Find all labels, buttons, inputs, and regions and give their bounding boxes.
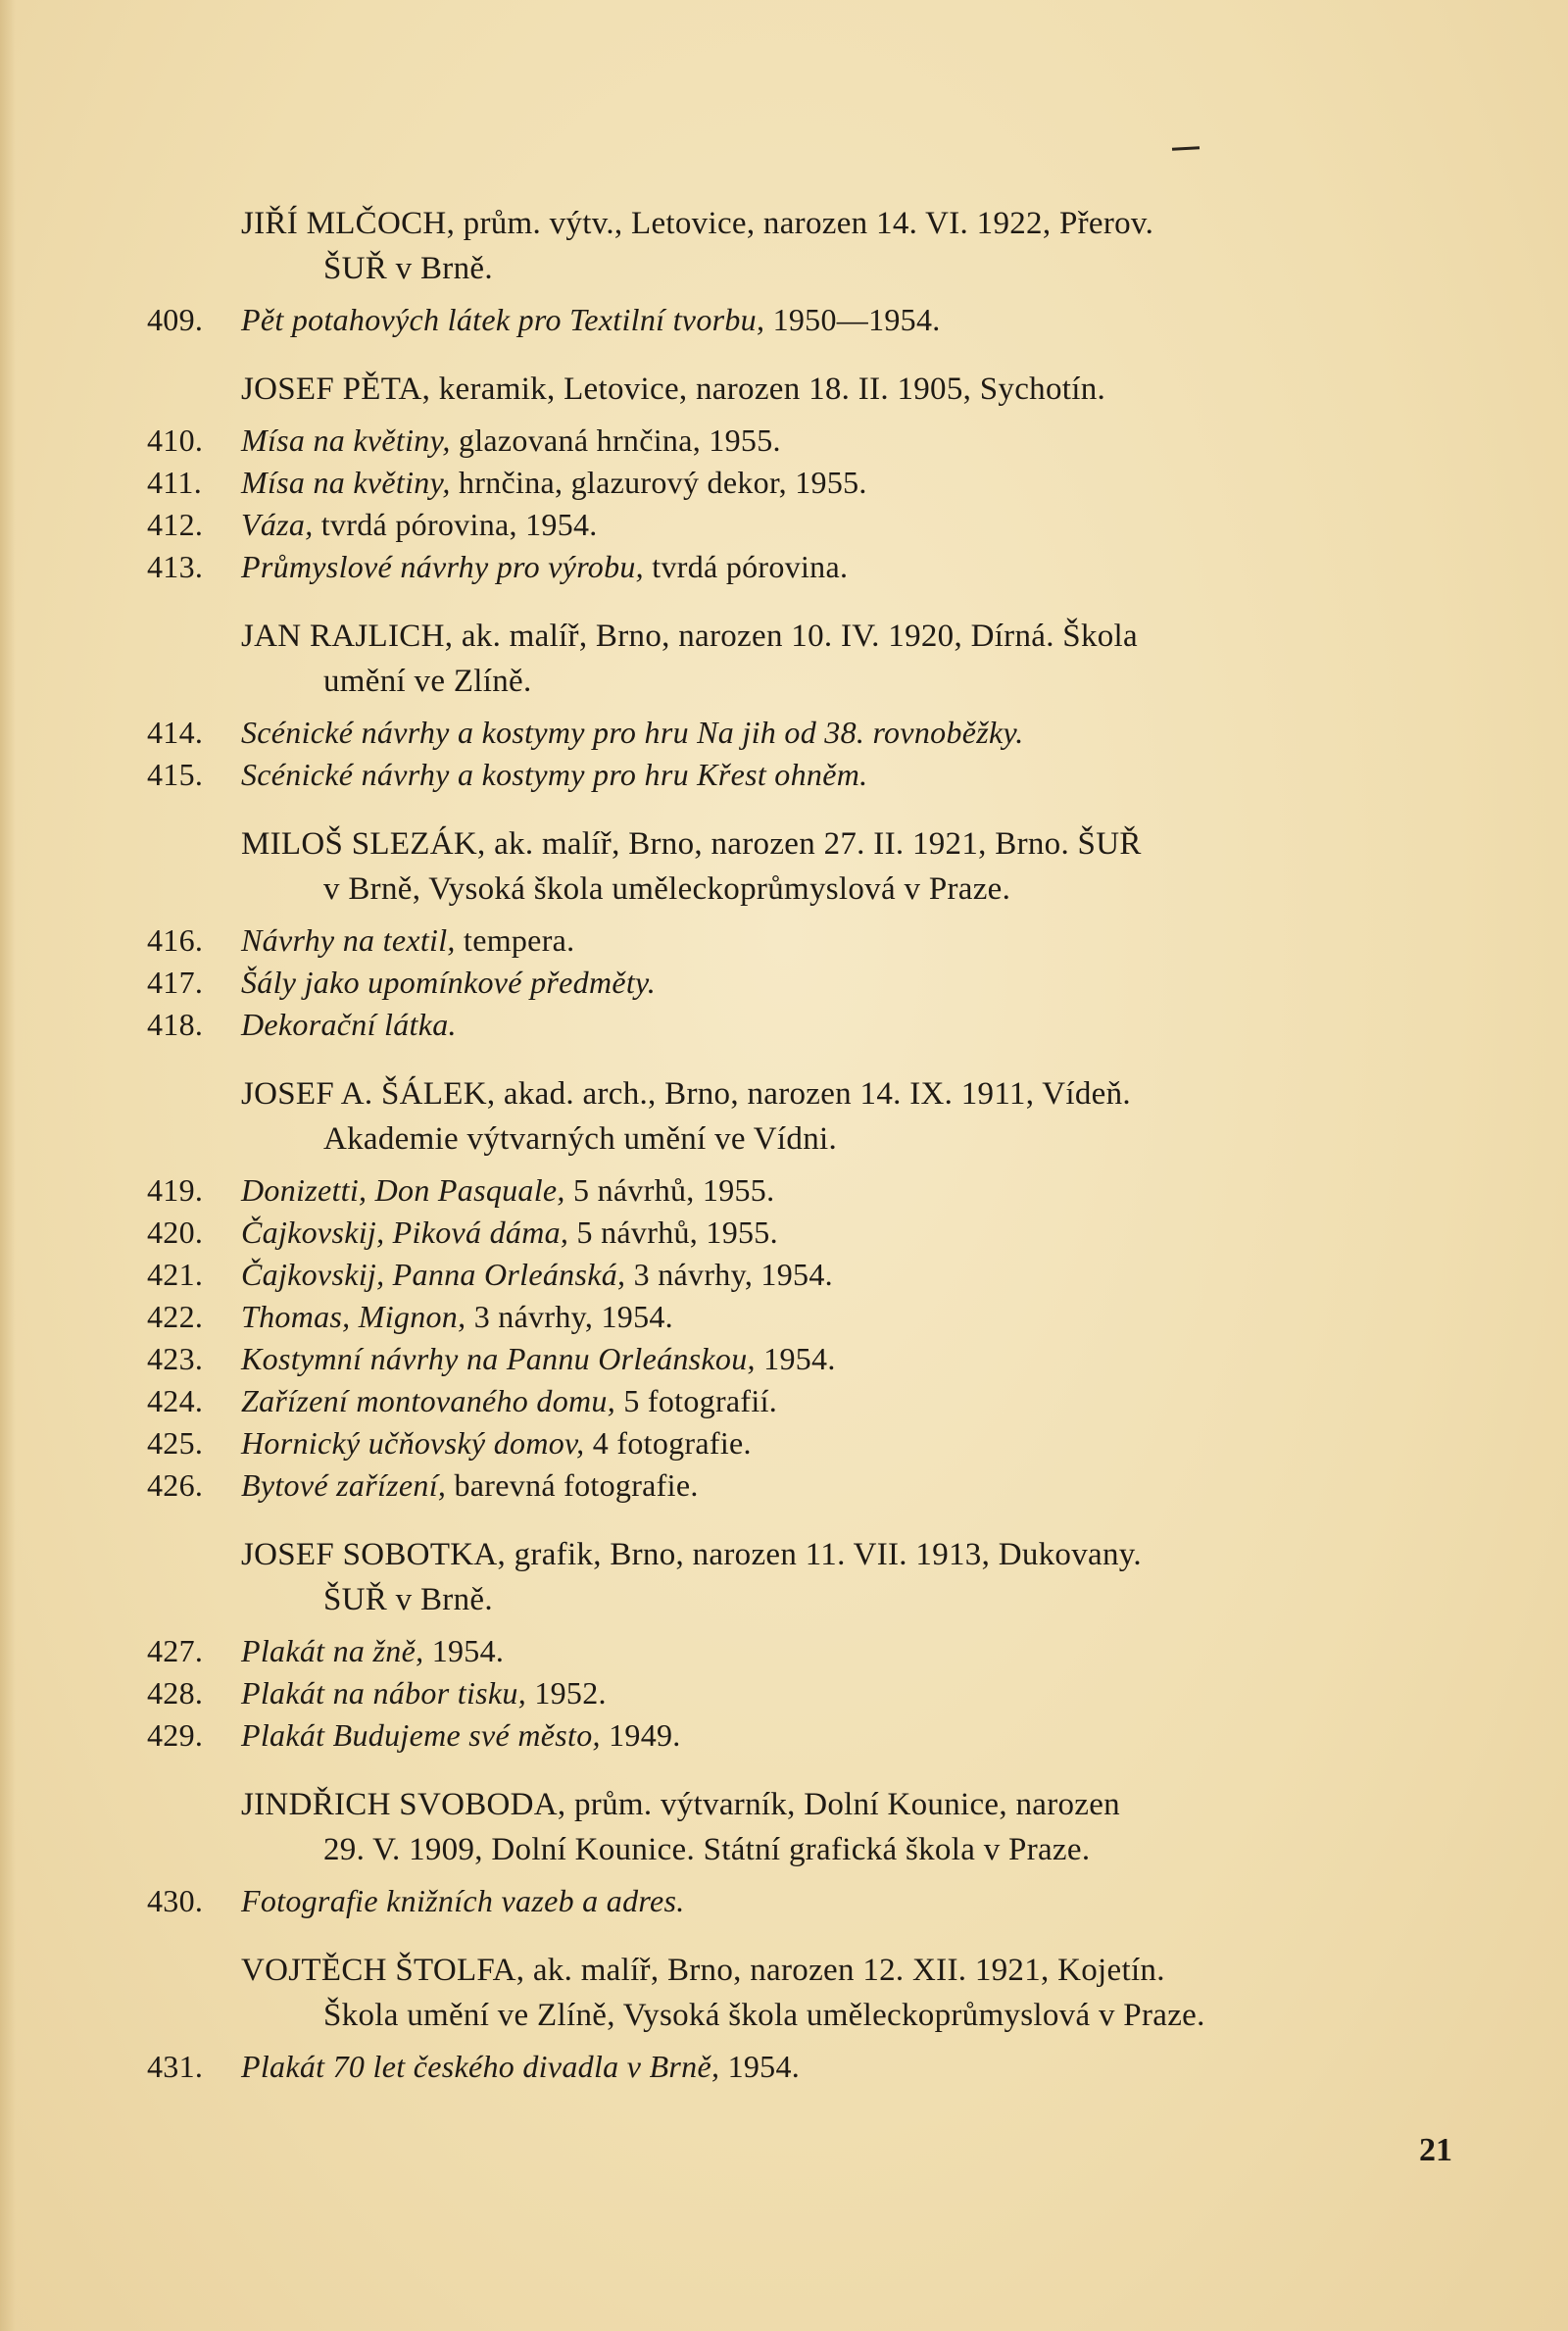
item-number: 425.: [147, 1425, 204, 1461]
catalog-item: [147, 462, 1460, 504]
item-details: 4 fotografie.: [584, 1425, 752, 1461]
item-title: Plakát na nábor tisku,: [241, 1675, 527, 1711]
item-text: [241, 420, 781, 462]
item-details: 1954.: [423, 1633, 505, 1668]
artist-heading-continuation: ŠUŘ v Brně.: [323, 251, 493, 286]
item-number: 427.: [147, 1633, 204, 1668]
catalog-item: [147, 1380, 1460, 1422]
artist-entry: [147, 1071, 1460, 1162]
artist-entry: [147, 1782, 1460, 1872]
item-number: 414.: [147, 715, 204, 750]
item-number: 409.: [147, 302, 204, 337]
item-number: 431.: [147, 2049, 204, 2084]
item-details: tvrdá pórovina, 1954.: [313, 507, 598, 542]
item-title: Hornický učňovský domov,: [241, 1425, 585, 1461]
artist-heading: VOJTĚCH ŠTOLFA, ak. malíř, Brno, narozen 12. XII. 1921, Kojetín.: [241, 1953, 1165, 1988]
item-number: 424.: [147, 1383, 204, 1418]
catalog-item: [147, 1296, 1460, 1338]
item-title: Kostymní návrhy na Pannu Orleánskou,: [241, 1341, 756, 1376]
artist-entry: [147, 1948, 1460, 2038]
item-text: [241, 1212, 778, 1254]
item-number: 417.: [147, 965, 204, 1000]
item-title: Pět potahových látek pro Textilní tvorbu,: [241, 302, 765, 337]
item-number: 428.: [147, 1675, 204, 1711]
item-number: 430.: [147, 1883, 204, 1918]
artist-heading: JINDŘICH SVOBODA, prům. výtvarník, Dolní Kounice, narozen: [241, 1787, 1120, 1822]
item-number: 419.: [147, 1172, 204, 1208]
catalog-item: [147, 1464, 1460, 1507]
artist-heading: JOSEF A. ŠÁLEK, akad. arch., Brno, narozen 14. IX. 1911, Vídeň.: [241, 1076, 1131, 1112]
item-number: 429.: [147, 1717, 204, 1753]
item-details: 3 návrhy, 1954.: [466, 1299, 673, 1334]
item-title: Návrhy na textil,: [241, 922, 456, 958]
catalog-item: [147, 712, 1460, 754]
item-text: [241, 504, 598, 546]
ink-mark: [1172, 146, 1200, 150]
page-number: 21: [1419, 2132, 1452, 2168]
artist-heading-continuation: Akademie výtvarných umění ve Vídni.: [323, 1121, 838, 1157]
item-number: 413.: [147, 549, 204, 584]
item-title: Fotografie knižních vazeb a adres.: [241, 1883, 685, 1918]
catalog-item: [147, 1338, 1460, 1380]
item-text: [241, 1672, 607, 1714]
artist-heading: JOSEF SOBOTKA, grafik, Brno, narozen 11. VII. 1913, Dukovany.: [241, 1537, 1142, 1572]
catalog-item: [147, 919, 1460, 962]
page-edge-shadow: [0, 0, 16, 2331]
item-number: 411.: [147, 465, 203, 500]
item-text: [241, 962, 656, 1004]
catalog-item: [147, 1880, 1460, 1922]
item-text: [241, 1630, 504, 1672]
catalog-item: [147, 1672, 1460, 1714]
item-title: Průmyslové návrhy pro výrobu,: [241, 549, 644, 584]
item-title: Donizetti, Don Pasquale,: [241, 1172, 565, 1208]
item-details: 1954.: [755, 1341, 836, 1376]
artist-heading: JAN RAJLICH, ak. malíř, Brno, narozen 10. IV. 1920, Dírná. Škola: [241, 619, 1138, 654]
item-text: [241, 1296, 673, 1338]
artist-heading-continuation: ŠUŘ v Brně.: [323, 1582, 493, 1617]
item-title: Čajkovskij, Panna Orleánská,: [241, 1257, 626, 1292]
item-number: 416.: [147, 922, 204, 958]
artist-heading-continuation: 29. V. 1909, Dolní Kounice. Státní grafická škola v Praze.: [323, 1832, 1091, 1867]
item-number: 412.: [147, 507, 204, 542]
item-text: [241, 1169, 774, 1212]
artist-heading-continuation: v Brně, Vysoká škola uměleckoprůmyslová v Praze.: [323, 871, 1011, 907]
catalog-item: [147, 504, 1460, 546]
item-number: 423.: [147, 1341, 204, 1376]
item-details: tempera.: [455, 922, 575, 958]
artist-entry: [147, 201, 1460, 291]
catalog-item: [147, 962, 1460, 1004]
item-text: [241, 1380, 777, 1422]
catalog-item: [147, 1212, 1460, 1254]
item-number: 421.: [147, 1257, 204, 1292]
catalog-list: [147, 201, 1460, 2088]
catalog-item: [147, 299, 1460, 341]
item-text: [241, 462, 867, 504]
item-title: Plakát 70 let českého divadla v Brně,: [241, 2049, 720, 2084]
item-title: Mísa na květiny,: [241, 465, 451, 500]
item-text: [241, 712, 1024, 754]
catalog-item: [147, 1254, 1460, 1296]
catalog-item: [147, 546, 1460, 588]
catalog-item: [147, 1004, 1460, 1046]
artist-heading-continuation: umění ve Zlíně.: [323, 664, 532, 699]
catalog-item: [147, 1169, 1460, 1212]
item-title: Bytové zařízení,: [241, 1467, 447, 1503]
item-details: 1952.: [526, 1675, 607, 1711]
catalog-item: [147, 754, 1460, 796]
item-title: Scénické návrhy a kostymy pro hru Křest ohněm.: [241, 757, 868, 792]
artist-entry: [147, 1532, 1460, 1622]
catalog-item: [147, 1422, 1460, 1464]
artist-heading: JIŘÍ MLČOCH, prům. výtv., Letovice, narozen 14. VI. 1922, Přerov.: [241, 206, 1154, 241]
item-number: 410.: [147, 422, 204, 458]
catalog-item: [147, 1630, 1460, 1672]
item-number: 415.: [147, 757, 204, 792]
item-text: [241, 1004, 457, 1046]
item-title: Scénické návrhy a kostymy pro hru Na jih od 38. rovnoběžky.: [241, 715, 1024, 750]
item-number: 426.: [147, 1467, 204, 1503]
item-text: [241, 1254, 833, 1296]
catalog-item: [147, 2046, 1460, 2088]
artist-entry: [147, 614, 1460, 704]
artist-entry: [147, 367, 1460, 412]
catalog-item: [147, 420, 1460, 462]
item-text: [241, 2046, 800, 2088]
artist-heading-continuation: Škola umění ve Zlíně, Vysoká škola uměleckoprůmyslová v Praze.: [323, 1998, 1205, 2033]
item-number: 418.: [147, 1007, 204, 1042]
artist-heading: JOSEF PĚTA, keramik, Letovice, narozen 18. II. 1905, Sychotín.: [241, 372, 1106, 407]
item-details: 5 návrhů, 1955.: [568, 1215, 778, 1250]
item-number: 422.: [147, 1299, 204, 1334]
item-details: tvrdá pórovina.: [643, 549, 849, 584]
item-title: Dekorační látka.: [241, 1007, 457, 1042]
item-text: [241, 1464, 699, 1507]
item-title: Plakát Budujeme své město,: [241, 1717, 601, 1753]
artist-entry: [147, 821, 1460, 912]
item-details: hrnčina, glazurový dekor, 1955.: [450, 465, 867, 500]
item-text: [241, 1880, 685, 1922]
item-text: [241, 919, 574, 962]
item-details: 5 návrhů, 1955.: [564, 1172, 775, 1208]
item-details: barevná fotografie.: [446, 1467, 699, 1503]
item-title: Plakát na žně,: [241, 1633, 424, 1668]
item-details: 1950—1954.: [764, 302, 941, 337]
item-title: Zařízení montovaného domu,: [241, 1383, 616, 1418]
item-title: Thomas, Mignon,: [241, 1299, 466, 1334]
item-text: [241, 546, 848, 588]
item-details: glazovaná hrnčina, 1955.: [450, 422, 781, 458]
item-text: [241, 1422, 752, 1464]
artist-heading: MILOŠ SLEZÁK, ak. malíř, Brno, narozen 27. II. 1921, Brno. ŠUŘ: [241, 826, 1142, 862]
item-details: 1954.: [719, 2049, 801, 2084]
item-text: [241, 1338, 836, 1380]
item-title: Šály jako upomínkové předměty.: [241, 965, 657, 1000]
item-text: [241, 1714, 681, 1757]
item-details: 1949.: [600, 1717, 681, 1753]
item-number: 420.: [147, 1215, 204, 1250]
item-title: Mísa na květiny,: [241, 422, 451, 458]
item-details: 3 návrhy, 1954.: [625, 1257, 833, 1292]
item-title: Váza,: [241, 507, 314, 542]
item-text: [241, 299, 941, 341]
item-details: 5 fotografií.: [615, 1383, 778, 1418]
item-title: Čajkovskij, Piková dáma,: [241, 1215, 569, 1250]
catalog-item: [147, 1714, 1460, 1757]
item-text: [241, 754, 867, 796]
